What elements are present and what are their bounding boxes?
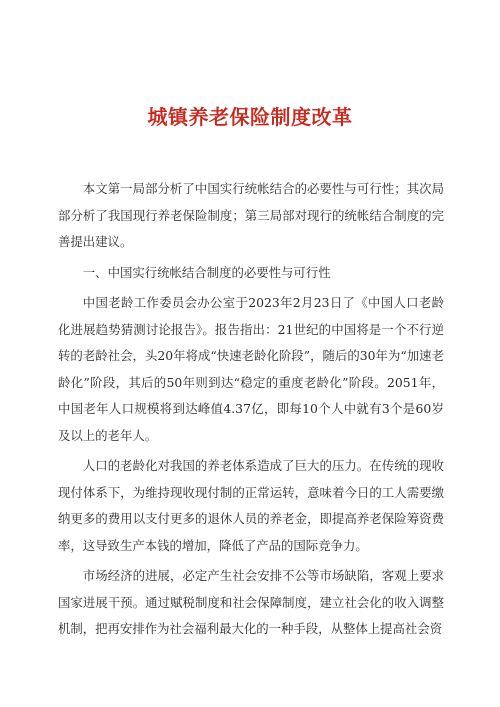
paragraph-pension-pressure: 人口的老龄化对我国的养老体系造成了巨大的压力。在传统的现收现付体系下，为维持现收现付制的正常运转，意味着今日的工人需要缴纳更多的费用以支付更多的退休人员的养老金，即提高养老保险筹资费率，这导致生产本钱的增加，降低了产品的国际竞争力。 — [58, 458, 444, 553]
paragraph-market-economy: 市场经济的进展，必定产生社会安排不公等市场缺陷，客观上要求国家进展干预。通过赋税制度和社会保障制度，建立社会化的收入调整机制，把再安排作为社会福利最大化的一种手段，从整体上提高社会资 — [58, 568, 444, 636]
document-title: 城镇养老保险制度改革 — [147, 105, 353, 129]
section-heading-1: 一、中国实行统帐结合制度的必要性与可行性 — [82, 264, 331, 280]
paragraph-aging-report: 中国老龄工作委员会办公室于2023年2月23日了《中国人口老龄化进展趋势猜测讨论报告》。报告指出：21世纪的中国将是一个不行逆转的老龄社会，头20年将成“快速老龄化阶段”，随后的30年为“加速老龄化”阶段，其后的50年则到达“稳定的重度老龄化”阶段。2051年，中国老年人口规模将到达峰值4.37亿，即每10个人中就有3个是60岁及以上的老年人。 — [58, 295, 444, 443]
document-body — [58, 176, 444, 647]
paragraph-intro: 本文第一局部分析了中国实行统帐结合的必要性与可行性；其次局部分析了我国现行养老保险制度；第三局部对现行的统帐结合制度的完善提出建议。 — [58, 181, 444, 249]
